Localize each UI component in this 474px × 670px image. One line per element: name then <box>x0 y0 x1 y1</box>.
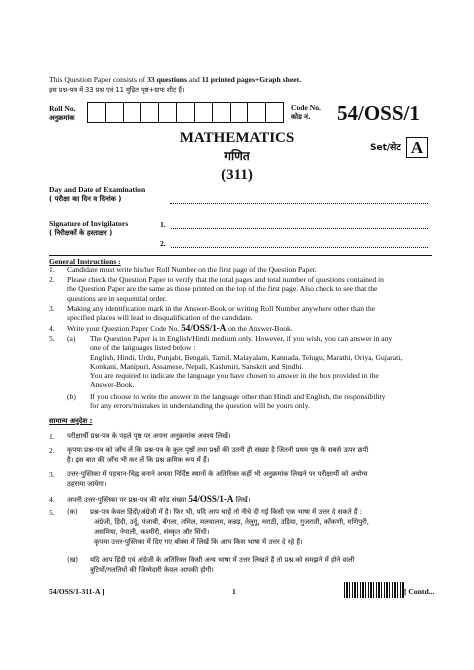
hi-item-4-num: 4. <box>49 495 55 504</box>
en-item-5-num: 5. <box>49 334 55 343</box>
hi-item-2: कृपया प्रश्न-पत्र को जाँच लें कि प्रश्न-पत्र के कुल पृष्ठों तथा प्रश्नों की उतनी ही संख्या है जितनी प्रथम पृष्ठ के सबसे ऊपर छपी है। इस बात की जाँच भी कर लें कि प्रश्न क्रमिक रूप में हैं। <box>67 446 369 464</box>
invigilator-label-hi: ( निरीक्षकों के हस्ताक्षर ) <box>49 229 113 237</box>
en-item-5b: If you choose to write the answer in the language other than Hindi and English, the responsibility for any errors/mistakes in understanding the question will be yours only. <box>90 392 386 411</box>
en-item-1-num: 1. <box>49 265 55 274</box>
exam-date-label: Day and Date of Examination <box>49 185 146 194</box>
en-item-5a-label: (a) <box>67 334 76 343</box>
en-item-3: Making any identification mark in the Answer-Book or writing Roll Number anywhere other than the specified places will lead to disqualification of the candidate. <box>67 304 376 323</box>
en-item-2-num: 2. <box>49 275 55 284</box>
divider <box>49 255 432 256</box>
en-item-5a: The Question Paper is in English/Hindi medium only. However, if you wish, you can answer in any one of the languages listed below : English, Hindi, Urdu, Punjabi, Bengali, Tamil, Malayalam, Kannada, Telugu, Marathi, Oriya, Gujarati, Konkani, Manipuri, Assamese, Nepali, Kashmiri, Sanskrit and Sindhi. You are required to indicate the language you have chosen to answer in the box provided in the Answer-Book. <box>90 334 403 390</box>
hi-item-5b: यदि आप हिंदी एवं अंग्रेजी के अतिरिक्त किसी अन्य भाषा में उत्तर लिखते हैं तो प्रश्न को समझने में होने वाली त्रुटियों/गलतियों की जिम्मेदारी केवल आपकी होगी। <box>90 556 355 574</box>
hi-item-5b-label: (ख) <box>67 556 79 564</box>
paper-info-en: This Question Paper consists of 33 questions and 11 printed pages+Graph sheet. <box>49 75 301 84</box>
hi-item-5-num: 5. <box>49 508 55 517</box>
code-label: Code No. <box>291 103 321 112</box>
paper-info-hi: इस प्रश्न-पत्र में 33 प्रश्न एवं 11 मुद्रित पृष्ठ+ग्राफ शीट हैं। <box>49 86 185 94</box>
invigilator-1-field[interactable] <box>171 228 428 229</box>
subject-title: MATHEMATICS <box>179 130 295 146</box>
hi-item-1-num: 1. <box>49 432 55 441</box>
hi-item-5a: प्रश्न-पत्र केवल हिंदी/अंग्रेजी में है। फिर भी, यदि आप चाहें तो नीचे दी गई किसी एक भाषा में उत्तर दे सकते हैं : अंग्रेजी, हिंदी, उर्दू, पंजाबी, बँगला, तमिल, मलयालम, कन्नड़, तेलुगू, मराठी, उड़िया, गुजराती, कोंकणी, मणिपुरी, असमिया, नेपाली, कश्मीरी, संस्कृत और सिंधी। कृपया उत्तर-पुस्तिका में दिए गए बॉक्स में लिखें कि आप किस भाषा में उत्तर दे रहे हैं। <box>90 508 369 546</box>
roll-number-boxes[interactable] <box>87 102 284 123</box>
invigilator-2-field[interactable] <box>171 247 428 248</box>
general-instructions-heading-hi: सामान्य अनुदेश : <box>49 417 93 425</box>
contd-label: [ Contd... <box>404 587 435 596</box>
hi-item-5a-label: (क) <box>67 508 78 516</box>
page-number: 1 <box>232 587 236 596</box>
exam-date-label-hi: ( परीक्षा का दिन व दिनांक ) <box>49 195 122 203</box>
en-item-5b-label: (b) <box>67 392 76 401</box>
invigilator-2-num: 2. <box>160 239 166 248</box>
code-label-hi: कोड नं. <box>291 113 311 121</box>
roll-label: Roll No. <box>49 104 76 113</box>
exam-date-field[interactable] <box>170 203 428 204</box>
en-item-2: Please check the Question Paper to verify that the total pages and total number of questions contained in the Question Paper are the same as those printed on the top of the first page. Also check to see that the questions are in sequential order. <box>67 275 384 303</box>
barcode-image <box>344 582 404 598</box>
hi-item-3-num: 3. <box>49 470 55 479</box>
set-box: A <box>406 137 428 158</box>
code-number: 54/OSS/1 <box>337 101 420 125</box>
set-label: Set/सेट <box>370 143 401 153</box>
invigilator-1-num: 1. <box>160 220 166 229</box>
subject-code: (311) <box>221 167 253 183</box>
en-item-4-num: 4. <box>49 324 55 333</box>
hi-item-1: परीक्षार्थी प्रश्न-पत्र के पहले पृष्ठ पर अपना अनुक्रमांक अवश्य लिखें। <box>67 432 231 440</box>
invigilator-label: Signature of Invigilators <box>49 219 129 228</box>
hi-item-2-num: 2. <box>49 446 55 455</box>
en-item-1: Candidate must write his/her Roll Number on the first page of the Question Paper. <box>67 265 317 274</box>
hi-item-3: उत्तर-पुस्तिका में पहचान-चिह्न बनाने अथवा निर्दिष्ट स्थानों के अतिरिक्त कहीं भी अनुक्रमांक लिखने पर परीक्षार्थी को अयोग्य ठहराया जायेगा। <box>67 470 368 488</box>
en-item-4: Write your Question Paper Code No. 54/OSS/1-A on the Answer-Book. <box>67 323 293 333</box>
footer-code: 54/OSS/1-311-A ] <box>49 587 105 596</box>
en-item-3-num: 3. <box>49 304 55 313</box>
hi-item-4: अपनी उत्तर-पुस्तिका पर प्रश्न-पत्र की कोड संख्या 54/OSS/1-A लिखें। <box>67 494 251 504</box>
subject-title-hi: गणित <box>224 149 250 163</box>
roll-label-hi: अनुक्रमांक <box>49 114 75 122</box>
general-instructions-heading: General Instructions : <box>49 257 121 266</box>
